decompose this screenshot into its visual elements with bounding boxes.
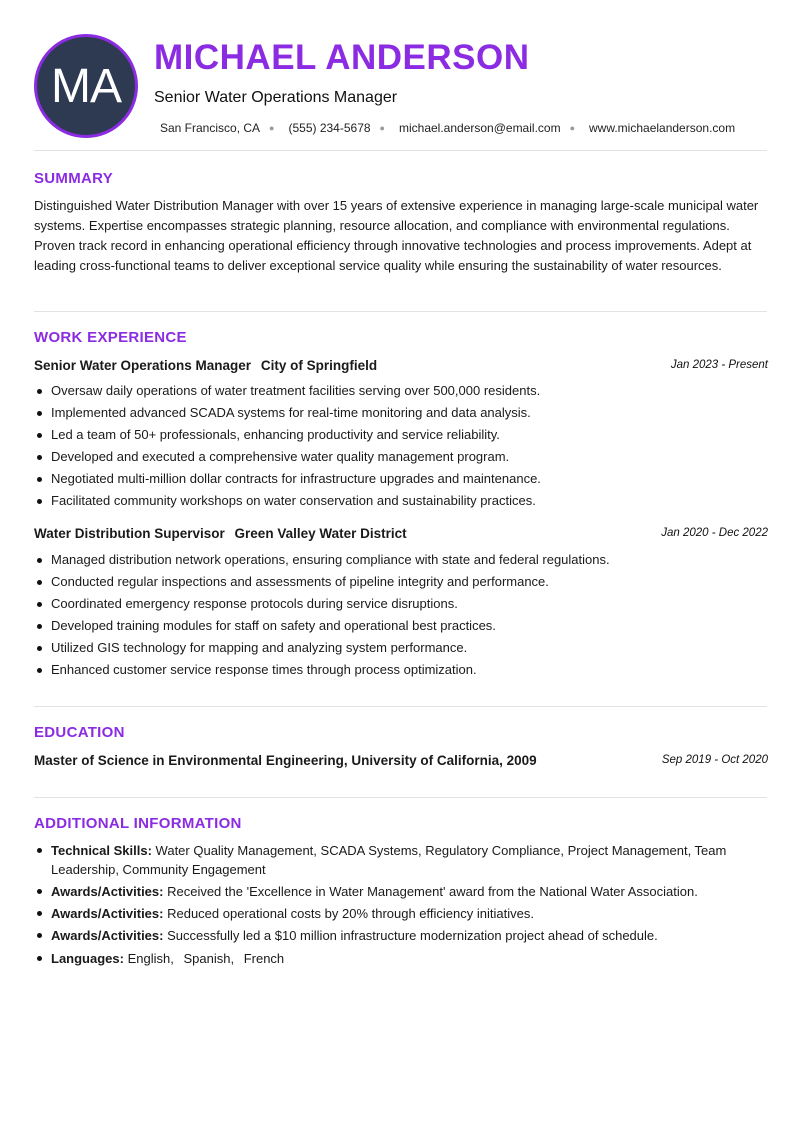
list-item: Led a team of 50+ professionals, enhancing productivity and service reliability. — [34, 424, 768, 446]
language-item: Spanish, — [183, 951, 235, 966]
separator-dot-icon: ● — [379, 123, 385, 133]
list-item — [34, 882, 768, 901]
list-item: Utilized GIS technology for mapping and analyzing system performance. — [34, 637, 768, 659]
candidate-name: MICHAEL ANDERSON — [154, 38, 530, 77]
list-item — [34, 926, 768, 945]
section-divider — [34, 311, 767, 312]
info-label: Technical Skills: — [51, 843, 152, 858]
additional-info-heading: ADDITIONAL INFORMATION — [34, 815, 242, 832]
separator-dot-icon: ● — [569, 123, 576, 133]
job-dates: Jan 2023 - Present — [670, 359, 768, 371]
job-organization: City of Springfield — [260, 358, 378, 373]
job-header — [34, 358, 768, 378]
contact-phone: (555) 234-5678 — [288, 121, 371, 135]
info-label: Languages: — [51, 951, 124, 966]
list-item: Developed and executed a comprehensive water quality management program. — [34, 446, 768, 468]
contact-email[interactable]: michael.anderson@email.com — [398, 121, 561, 135]
avatar — [34, 34, 138, 138]
education-heading: EDUCATION — [34, 724, 125, 741]
list-item: Facilitated community workshops on water conservation and sustainability practices. — [34, 490, 768, 512]
education-entry — [34, 753, 768, 773]
info-text: Successfully led a $10 million infrastructure modernization project ahead of schedule. — [167, 928, 658, 943]
job-organization: Green Valley Water District — [234, 526, 407, 541]
info-text: Water Quality Management, SCADA Systems, Regulatory Compliance, Project Management, Team Leadership, Community Engagement — [51, 843, 727, 877]
contact-bar — [160, 121, 735, 135]
list-item: Conducted regular inspections and assessments of pipeline integrity and performance. — [34, 571, 768, 593]
info-text: Received the 'Excellence in Water Management' award from the National Water Association. — [167, 884, 698, 899]
candidate-title: Senior Water Operations Manager — [154, 89, 398, 106]
summary-text: Distinguished Water Distribution Manager with over 15 years of extensive experience in managing large-scale municipal water systems. Expertise encompasses strategic planning, resource allocation, and compliance with environmental regulations. Proven track record in enhancing operational efficiency through innovative technologies and process improvements. Adept at leading cross-functional teams to deliver exceptional service quality while ensuring the sustainability of water resources. — [34, 198, 759, 273]
info-text: Reduced operational costs by 20% through efficiency initiatives. — [167, 906, 534, 921]
list-item: Coordinated emergency response protocols during service disruptions. — [34, 593, 768, 615]
job-header — [34, 526, 768, 546]
contact-website[interactable]: www.michaelanderson.com — [589, 121, 736, 135]
language-item: French — [243, 951, 285, 966]
list-item — [34, 904, 768, 923]
additional-info-list — [34, 841, 768, 971]
separator-dot-icon: ● — [269, 123, 275, 133]
job-bullet-list — [34, 380, 768, 512]
info-label: Awards/Activities: — [51, 884, 164, 899]
list-item: Negotiated multi-million dollar contracts for infrastructure upgrades and maintenance. — [34, 468, 768, 490]
job-role: Water Distribution Supervisor — [34, 526, 225, 541]
section-divider — [34, 797, 767, 798]
list-item: Enhanced customer service response times through process optimization. — [34, 659, 768, 681]
contact-location: San Francisco, CA — [160, 121, 261, 135]
job-dates: Jan 2020 - Dec 2022 — [661, 527, 768, 539]
summary-heading: SUMMARY — [34, 170, 114, 187]
info-label: Awards/Activities: — [51, 906, 164, 921]
list-item — [34, 949, 768, 968]
list-item: Implemented advanced SCADA systems for real-time monitoring and data analysis. — [34, 402, 768, 424]
info-label: Awards/Activities: — [51, 928, 164, 943]
education-dates: Sep 2019 - Oct 2020 — [661, 754, 768, 766]
language-item: English, — [127, 951, 174, 966]
job-bullet-list — [34, 549, 768, 681]
list-item: Managed distribution network operations, ensuring compliance with state and federal regulations. — [34, 549, 768, 571]
job-role: Senior Water Operations Manager — [34, 358, 252, 373]
section-divider — [34, 150, 767, 151]
section-divider — [34, 706, 767, 707]
resume-header — [34, 34, 768, 138]
list-item — [34, 841, 768, 879]
avatar-initials: MA — [51, 59, 121, 113]
education-degree: Master of Science in Environmental Engineering, University of California, 2009 — [34, 753, 537, 768]
list-item: Oversaw daily operations of water treatment facilities serving over 500,000 residents. — [34, 380, 768, 402]
experience-heading: WORK EXPERIENCE — [34, 329, 187, 346]
list-item: Developed training modules for staff on safety and operational best practices. — [34, 615, 768, 637]
